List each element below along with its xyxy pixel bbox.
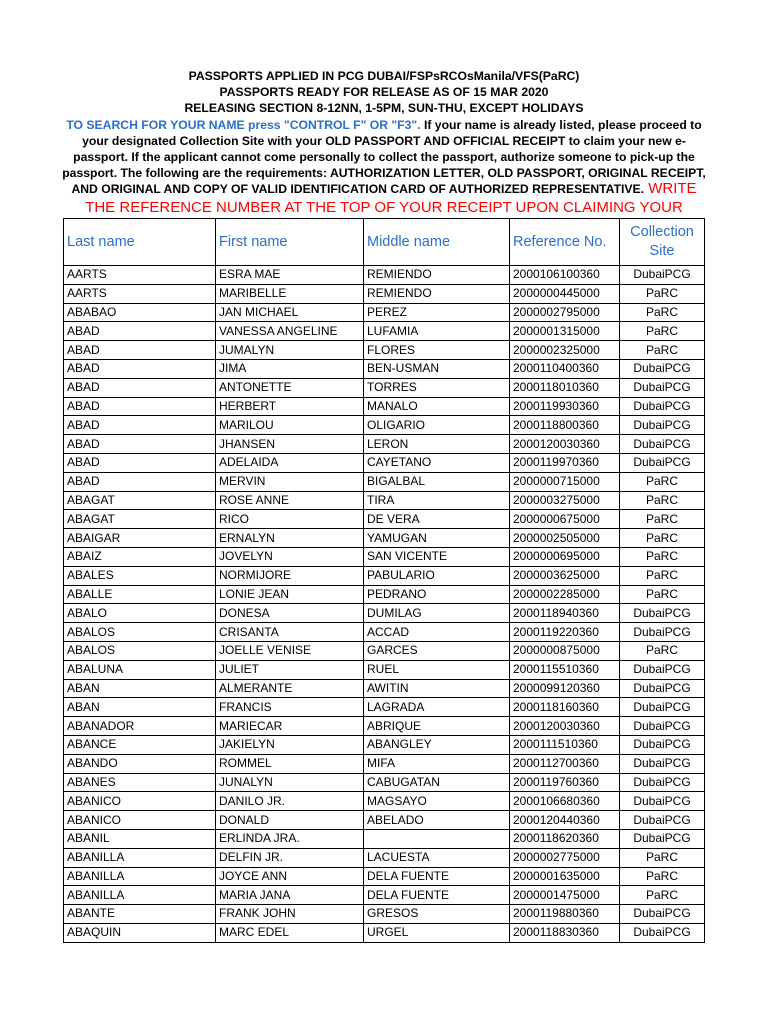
table-row (64, 585, 705, 604)
cell-last-name: ABALLE (64, 585, 216, 604)
cell-middle-name: DE VERA (364, 510, 510, 529)
cell-collection-site: DubaiPCG (620, 811, 705, 830)
cell-last-name: ABANICO (64, 811, 216, 830)
cell-middle-name: GRESOS (364, 905, 510, 924)
cell-collection-site: DubaiPCG (620, 660, 705, 679)
cell-reference-no: 2000120440360 (510, 811, 620, 830)
table-row (64, 905, 705, 924)
cell-reference-no: 2000119970360 (510, 453, 620, 472)
table-row (64, 604, 705, 623)
cell-last-name: ABANICO (64, 792, 216, 811)
cell-last-name: ABALO (64, 604, 216, 623)
cell-last-name: ABAD (64, 453, 216, 472)
cell-last-name: ABAD (64, 472, 216, 491)
cell-reference-no: 2000118010360 (510, 378, 620, 397)
cell-first-name: NORMIJORE (216, 566, 364, 585)
column-header-middle-name: Middle name (364, 219, 510, 266)
table-row (64, 284, 705, 303)
instructions-text: If your name is already listed, please proceed to your designated Collection Site with your OLD PASSPORT AND OFFICIAL RECEIPT to claim your new e-passport. If the applicant cannot come personally to collect the passport, authorize someone to pick-up the passport. The following are the requirements: AUTHORIZATION LETTER, OLD PASSPORT, ORIGINAL RECEIPT, AND ORIGINAL AND COPY OF VALID IDENTIFICATION CARD OF AUTHORIZED REPRESENTATIVE. (62, 117, 706, 197)
cell-first-name: MARIECAR (216, 717, 364, 736)
table-row (64, 773, 705, 792)
cell-middle-name: GARCES (364, 641, 510, 660)
table-row (64, 359, 705, 378)
cell-middle-name: DELA FUENTE (364, 867, 510, 886)
cell-collection-site: DubaiPCG (620, 905, 705, 924)
table-row (64, 472, 705, 491)
cell-first-name: JIMA (216, 359, 364, 378)
cell-last-name: ABAD (64, 322, 216, 341)
cell-reference-no: 2000002325000 (510, 341, 620, 360)
cell-reference-no: 2000118160360 (510, 698, 620, 717)
cell-last-name: ABAN (64, 679, 216, 698)
cell-reference-no: 2000001475000 (510, 886, 620, 905)
cell-last-name: ABALES (64, 566, 216, 585)
table-row (64, 641, 705, 660)
cell-reference-no: 2000000715000 (510, 472, 620, 491)
cell-collection-site: PaRC (620, 547, 705, 566)
red-write-note: WRITE (644, 180, 697, 198)
cell-collection-site: DubaiPCG (620, 604, 705, 623)
cell-middle-name: AWITIN (364, 679, 510, 698)
column-header-last-name: Last name (64, 219, 216, 266)
cell-middle-name: OLIGARIO (364, 416, 510, 435)
cell-middle-name: REMIENDO (364, 266, 510, 285)
cell-middle-name: CABUGATAN (364, 773, 510, 792)
cell-first-name: ROSE ANNE (216, 491, 364, 510)
cell-reference-no: 2000110400360 (510, 359, 620, 378)
cell-middle-name: ABELADO (364, 811, 510, 830)
cell-reference-no: 2000115510360 (510, 660, 620, 679)
cell-first-name: ALMERANTE (216, 679, 364, 698)
cell-last-name: ABAD (64, 359, 216, 378)
cell-first-name: ANTONETTE (216, 378, 364, 397)
table-row (64, 416, 705, 435)
cell-last-name: ABANIL (64, 829, 216, 848)
cell-collection-site: PaRC (620, 284, 705, 303)
column-header-first-name: First name (216, 219, 364, 266)
cell-first-name: HERBERT (216, 397, 364, 416)
cell-first-name: ERLINDA JRA. (216, 829, 364, 848)
cell-last-name: ABANES (64, 773, 216, 792)
cell-first-name: VANESSA ANGELINE (216, 322, 364, 341)
cell-collection-site: PaRC (620, 529, 705, 548)
cell-middle-name: CAYETANO (364, 453, 510, 472)
cell-reference-no: 2000001315000 (510, 322, 620, 341)
cell-last-name: AARTS (64, 284, 216, 303)
cell-middle-name: TIRA (364, 491, 510, 510)
table-row (64, 510, 705, 529)
cell-collection-site: PaRC (620, 566, 705, 585)
cell-last-name: ABAD (64, 435, 216, 454)
cell-collection-site: DubaiPCG (620, 773, 705, 792)
table-row (64, 547, 705, 566)
cell-collection-site: PaRC (620, 867, 705, 886)
cell-collection-site: PaRC (620, 322, 705, 341)
table-row (64, 717, 705, 736)
cell-reference-no: 2000002285000 (510, 585, 620, 604)
header-line-2: PASSPORTS READY FOR RELEASE AS OF 15 MAR 2020 (219, 85, 549, 100)
table-row (64, 886, 705, 905)
cell-first-name: ROMMEL (216, 754, 364, 773)
cell-last-name: ABAIGAR (64, 529, 216, 548)
cell-last-name: ABANILLA (64, 886, 216, 905)
cell-collection-site: DubaiPCG (620, 679, 705, 698)
table-row (64, 322, 705, 341)
cell-reference-no: 2000118830360 (510, 923, 620, 942)
cell-reference-no: 2000120030360 (510, 717, 620, 736)
red-reference-note: THE REFERENCE NUMBER AT THE TOP OF YOUR RECEIPT UPON CLAIMING YOUR (85, 198, 683, 216)
cell-first-name: JOYCE ANN (216, 867, 364, 886)
cell-first-name: JUNALYN (216, 773, 364, 792)
cell-first-name: MARIA JANA (216, 886, 364, 905)
cell-collection-site: PaRC (620, 848, 705, 867)
table-row (64, 341, 705, 360)
table-row (64, 848, 705, 867)
cell-first-name: DELFIN JR. (216, 848, 364, 867)
cell-middle-name: RUEL (364, 660, 510, 679)
cell-first-name: DONESA (216, 604, 364, 623)
cell-first-name: FRANCIS (216, 698, 364, 717)
cell-reference-no: 2000106680360 (510, 792, 620, 811)
cell-middle-name: LACUESTA (364, 848, 510, 867)
table-row (64, 660, 705, 679)
cell-first-name: JOELLE VENISE (216, 641, 364, 660)
cell-reference-no: 2000119880360 (510, 905, 620, 924)
cell-collection-site: DubaiPCG (620, 416, 705, 435)
cell-reference-no: 2000118940360 (510, 604, 620, 623)
cell-first-name: MARC EDEL (216, 923, 364, 942)
cell-reference-no: 2000000675000 (510, 510, 620, 529)
cell-middle-name: ABRIQUE (364, 717, 510, 736)
cell-last-name: ABAGAT (64, 491, 216, 510)
cell-reference-no: 2000119930360 (510, 397, 620, 416)
cell-collection-site: DubaiPCG (620, 623, 705, 642)
table-row (64, 491, 705, 510)
table-row (64, 829, 705, 848)
cell-middle-name: LERON (364, 435, 510, 454)
cell-last-name: ABAIZ (64, 547, 216, 566)
table-row (64, 566, 705, 585)
cell-last-name: ABALOS (64, 641, 216, 660)
cell-first-name: JOVELYN (216, 547, 364, 566)
cell-last-name: ABAQUIN (64, 923, 216, 942)
cell-collection-site: DubaiPCG (620, 829, 705, 848)
cell-middle-name: MANALO (364, 397, 510, 416)
cell-last-name: AARTS (64, 266, 216, 285)
cell-first-name: MERVIN (216, 472, 364, 491)
cell-collection-site: DubaiPCG (620, 266, 705, 285)
cell-collection-site: PaRC (620, 585, 705, 604)
cell-middle-name: REMIENDO (364, 284, 510, 303)
cell-collection-site: DubaiPCG (620, 378, 705, 397)
table-row (64, 435, 705, 454)
cell-middle-name: BIGALBAL (364, 472, 510, 491)
header-line-1: PASSPORTS APPLIED IN PCG DUBAI/FSPsRCOsManila/VFS(PaRC) (188, 69, 580, 83)
cell-first-name: MARILOU (216, 416, 364, 435)
cell-reference-no: 2000120030360 (510, 435, 620, 454)
cell-first-name: ESRA MAE (216, 266, 364, 285)
cell-reference-no: 2000002795000 (510, 303, 620, 322)
cell-first-name: JAKIELYN (216, 735, 364, 754)
cell-middle-name: PEDRANO (364, 585, 510, 604)
cell-reference-no: 2000000445000 (510, 284, 620, 303)
table-body (64, 266, 705, 943)
cell-reference-no: 2000003275000 (510, 491, 620, 510)
table-header-row (64, 219, 705, 266)
cell-first-name: FRANK JOHN (216, 905, 364, 924)
cell-last-name: ABAN (64, 698, 216, 717)
cell-last-name: ABABAO (64, 303, 216, 322)
cell-last-name: ABALOS (64, 623, 216, 642)
cell-collection-site: DubaiPCG (620, 717, 705, 736)
cell-reference-no: 2000000695000 (510, 547, 620, 566)
table-row (64, 923, 705, 942)
cell-reference-no: 2000000875000 (510, 641, 620, 660)
cell-middle-name: TORRES (364, 378, 510, 397)
cell-middle-name: ACCAD (364, 623, 510, 642)
cell-last-name: ABALUNA (64, 660, 216, 679)
cell-first-name: CRISANTA (216, 623, 364, 642)
document-header (60, 68, 708, 218)
cell-reference-no: 2000118800360 (510, 416, 620, 435)
cell-collection-site: DubaiPCG (620, 435, 705, 454)
cell-last-name: ABANILLA (64, 867, 216, 886)
cell-middle-name: PEREZ (364, 303, 510, 322)
cell-collection-site: PaRC (620, 886, 705, 905)
cell-collection-site: PaRC (620, 303, 705, 322)
cell-reference-no: 2000003625000 (510, 566, 620, 585)
column-header-reference-no: Reference No. (510, 219, 620, 266)
cell-reference-no: 2000119220360 (510, 623, 620, 642)
table-row (64, 735, 705, 754)
cell-middle-name: FLORES (364, 341, 510, 360)
cell-last-name: ABAD (64, 341, 216, 360)
header-instructions (60, 117, 708, 218)
cell-collection-site: DubaiPCG (620, 923, 705, 942)
table-row (64, 679, 705, 698)
search-note: TO SEARCH FOR YOUR NAME press "CONTROL F" OR "F3". (66, 117, 421, 132)
cell-collection-site: DubaiPCG (620, 735, 705, 754)
table-row (64, 867, 705, 886)
cell-first-name: JAN MICHAEL (216, 303, 364, 322)
cell-last-name: ABANDO (64, 754, 216, 773)
column-header-collection-site: Collection Site (620, 219, 705, 266)
cell-middle-name: ABANGLEY (364, 735, 510, 754)
passport-table (63, 218, 705, 943)
cell-reference-no: 2000001635000 (510, 867, 620, 886)
cell-collection-site: DubaiPCG (620, 397, 705, 416)
cell-reference-no: 2000112700360 (510, 754, 620, 773)
table-row (64, 266, 705, 285)
cell-collection-site: PaRC (620, 491, 705, 510)
cell-reference-no: 2000099120360 (510, 679, 620, 698)
cell-collection-site: PaRC (620, 641, 705, 660)
cell-middle-name: SAN VICENTE (364, 547, 510, 566)
cell-collection-site: DubaiPCG (620, 698, 705, 717)
cell-collection-site: DubaiPCG (620, 792, 705, 811)
cell-middle-name: URGEL (364, 923, 510, 942)
cell-first-name: ADELAIDA (216, 453, 364, 472)
cell-middle-name: LUFAMIA (364, 322, 510, 341)
cell-middle-name: BEN-USMAN (364, 359, 510, 378)
table-row (64, 698, 705, 717)
cell-first-name: MARIBELLE (216, 284, 364, 303)
cell-reference-no: 2000118620360 (510, 829, 620, 848)
cell-middle-name: MIFA (364, 754, 510, 773)
cell-first-name: JUMALYN (216, 341, 364, 360)
cell-collection-site: DubaiPCG (620, 754, 705, 773)
table-row (64, 453, 705, 472)
cell-middle-name: YAMUGAN (364, 529, 510, 548)
cell-last-name: ABANADOR (64, 717, 216, 736)
table-row (64, 811, 705, 830)
cell-last-name: ABAD (64, 416, 216, 435)
table-row (64, 303, 705, 322)
cell-collection-site: PaRC (620, 341, 705, 360)
cell-last-name: ABAD (64, 397, 216, 416)
cell-first-name: DONALD (216, 811, 364, 830)
cell-middle-name: PABULARIO (364, 566, 510, 585)
table-row (64, 397, 705, 416)
cell-reference-no: 2000106100360 (510, 266, 620, 285)
cell-first-name: LONIE JEAN (216, 585, 364, 604)
cell-reference-no: 2000002505000 (510, 529, 620, 548)
cell-middle-name: LAGRADA (364, 698, 510, 717)
cell-middle-name: DUMILAG (364, 604, 510, 623)
cell-middle-name: MAGSAYO (364, 792, 510, 811)
cell-reference-no: 2000111510360 (510, 735, 620, 754)
cell-reference-no: 2000119760360 (510, 773, 620, 792)
cell-first-name: RICO (216, 510, 364, 529)
cell-collection-site: PaRC (620, 472, 705, 491)
cell-collection-site: DubaiPCG (620, 359, 705, 378)
cell-last-name: ABANTE (64, 905, 216, 924)
table-row (64, 529, 705, 548)
header-line-3: RELEASING SECTION 8-12NN, 1-5PM, SUN-THU, EXCEPT HOLIDAYS (184, 101, 584, 116)
cell-reference-no: 2000002775000 (510, 848, 620, 867)
cell-collection-site: PaRC (620, 510, 705, 529)
table-row (64, 378, 705, 397)
table-row (64, 623, 705, 642)
cell-last-name: ABAGAT (64, 510, 216, 529)
cell-first-name: JHANSEN (216, 435, 364, 454)
cell-first-name: ERNALYN (216, 529, 364, 548)
cell-collection-site: DubaiPCG (620, 453, 705, 472)
cell-middle-name: DELA FUENTE (364, 886, 510, 905)
cell-last-name: ABANILLA (64, 848, 216, 867)
cell-first-name: JULIET (216, 660, 364, 679)
cell-last-name: ABAD (64, 378, 216, 397)
table-row (64, 792, 705, 811)
cell-last-name: ABANCE (64, 735, 216, 754)
cell-first-name: DANILO JR. (216, 792, 364, 811)
cell-middle-name (364, 829, 510, 848)
table-row (64, 754, 705, 773)
